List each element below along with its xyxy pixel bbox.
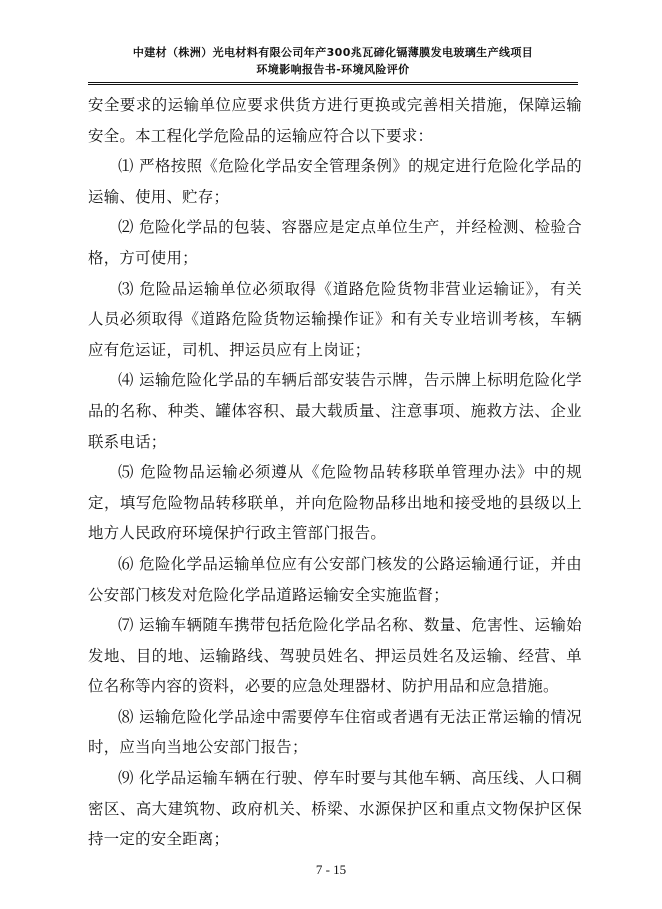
document-body [88, 90, 582, 855]
list-item-4: ⑷ 运输危险化学品的车辆后部安装告示牌，告示牌上标明危险化学品的名称、种类、罐体容积、最大载质量、注意事项、施救方法、企业联系电话； [88, 371, 582, 451]
header-divider [88, 82, 578, 85]
list-item-3: ⑶ 危险品运输单位必须取得《道路危险货物非营业运输证》，有关人员必须取得《道路危险货物运输操作证》和有关专业培训考核，车辆应有危运证，司机、押运员应有上岗证； [88, 279, 582, 359]
list-item-1: ⑴ 严格按照《危险化学品安全管理条例》的规定进行危险化学品的运输、使用、贮存； [88, 157, 582, 206]
list-item-9: ⑼ 化学品运输车辆在行驶、停车时要与其他车辆、高压线、人口稠密区、高大建筑物、政府机关、桥梁、水源保护区和重点文物保护区保持一定的安全距离； [88, 769, 582, 849]
page-header [88, 44, 578, 78]
list-item-5: ⑸ 危险物品运输必须遵从《危险物品转移联单管理办法》中的规定，填写危险物品转移联单，并向危险物品移出地和接受地的县级以上地方人民政府环境保护行政主管部门报告。 [88, 463, 582, 543]
list-item-7: ⑺ 运输车辆随车携带包括危险化学品名称、数量、危害性、运输始发地、目的地、运输路线、驾驶员姓名、押运员姓名及运输、经营、单位名称等内容的资料，必要的应急处理器材、防护用品和应急措施。 [88, 616, 582, 696]
header-report-section: 环境影响报告书-环境风险评价 [256, 63, 410, 76]
list-item-8: ⑻ 运输危险化学品途中需要停车住宿或者遇有无法正常运输的情况时，应当向当地公安部门报告； [88, 707, 582, 757]
header-project-title: 中建材（株洲）光电材料有限公司年产300兆瓦碲化镉薄膜发电玻璃生产线项目 [132, 46, 534, 59]
paragraph-intro-continuation: 安全要求的运输单位应要求供货方进行更换或完善相关措施，保障运输安全。本工程化学危险品的运输应符合以下要求： [88, 96, 582, 145]
page-number: 7 - 15 [315, 862, 347, 877]
list-item-6: ⑹ 危险化学品运输单位应有公安部门核发的公路运输通行证，并由公安部门核发对危险化学品道路运输安全实施监督； [88, 554, 582, 604]
list-item-2: ⑵ 危险化学品的包装、容器应是定点单位生产，并经检测、检验合格，方可使用； [88, 218, 582, 267]
